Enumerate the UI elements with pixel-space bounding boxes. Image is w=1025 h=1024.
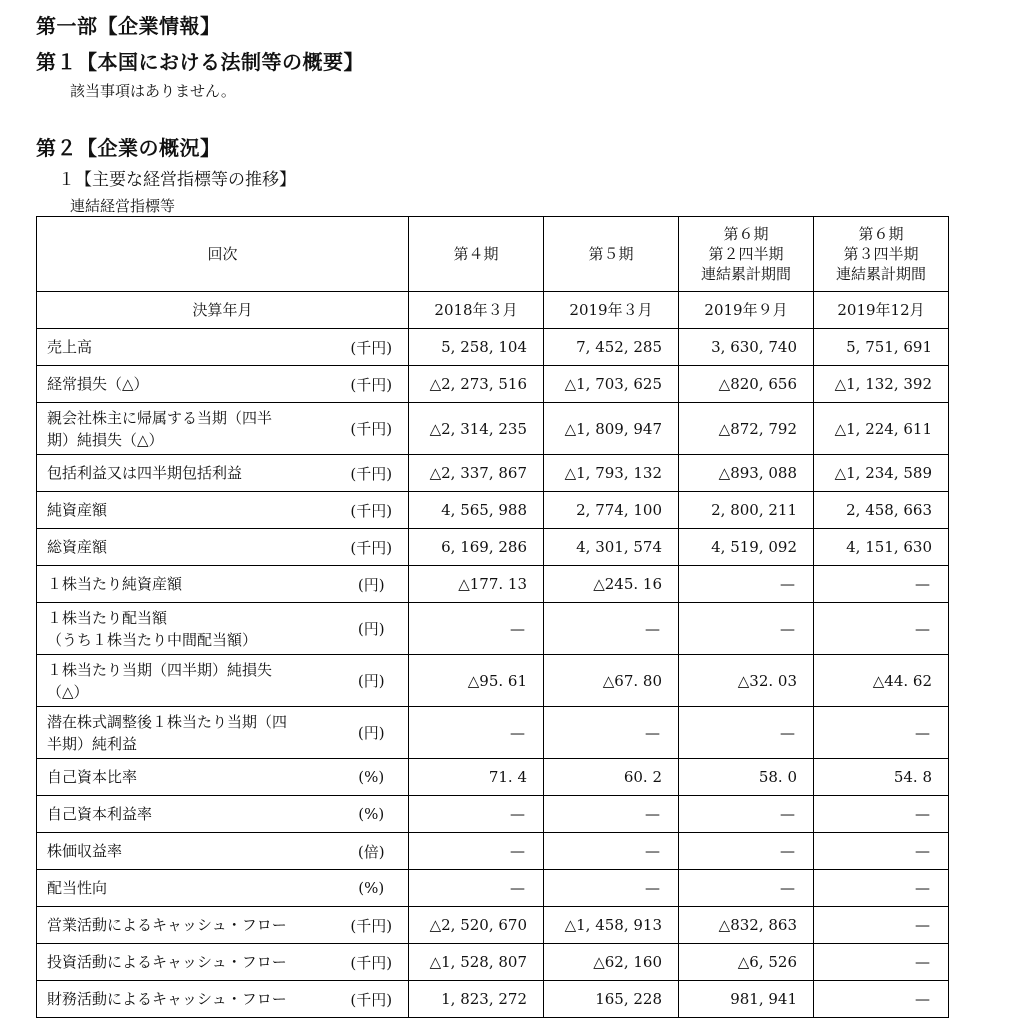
- table-row: [37, 566, 949, 603]
- period-cell: 2019年９月: [679, 292, 814, 329]
- row-label: 包括利益又は四半期包括利益: [37, 455, 335, 492]
- table-row: [37, 759, 949, 796]
- value-cell: —: [679, 796, 814, 833]
- value-cell: —: [409, 707, 544, 759]
- row-label: １株当たり配当額 （うち１株当たり中間配当額）: [37, 603, 335, 655]
- row-label: 配当性向: [37, 870, 335, 907]
- value-cell: 4, 519, 092: [679, 529, 814, 566]
- part-heading: 第一部【企業情報】: [36, 14, 221, 38]
- value-cell: △245. 16: [544, 566, 679, 603]
- value-cell: △62, 160: [544, 944, 679, 981]
- section-2-heading: 第２【企業の概況】: [36, 136, 221, 160]
- value-cell: △1, 234, 589: [814, 455, 949, 492]
- value-cell: △1, 458, 913: [544, 907, 679, 944]
- row-label: 売上高: [37, 329, 335, 366]
- table-row: [37, 907, 949, 944]
- value-cell: —: [814, 981, 949, 1018]
- value-cell: —: [814, 944, 949, 981]
- value-cell: —: [814, 603, 949, 655]
- row-unit: (千円): [335, 366, 409, 403]
- value-cell: —: [679, 566, 814, 603]
- column-header: 第４期: [409, 217, 544, 292]
- row-label: １株当たり純資産額: [37, 566, 335, 603]
- table-row: [37, 492, 949, 529]
- table-row: [37, 529, 949, 566]
- value-cell: —: [679, 707, 814, 759]
- value-cell: —: [409, 833, 544, 870]
- period-label: 決算年月: [37, 292, 409, 329]
- value-cell: —: [679, 833, 814, 870]
- value-cell: 58. 0: [679, 759, 814, 796]
- value-cell: —: [544, 870, 679, 907]
- value-cell: —: [814, 566, 949, 603]
- value-cell: △6, 526: [679, 944, 814, 981]
- table-row: [37, 833, 949, 870]
- row-unit: (千円): [335, 981, 409, 1018]
- value-cell: △44. 62: [814, 655, 949, 707]
- value-cell: 7, 452, 285: [544, 329, 679, 366]
- table-row: [37, 981, 949, 1018]
- column-header: 第６期 第２四半期 連結累計期間: [679, 217, 814, 292]
- period-cell: 2018年３月: [409, 292, 544, 329]
- row-label: 潜在株式調整後１株当たり当期（四 半期）純利益: [37, 707, 335, 759]
- value-cell: △893, 088: [679, 455, 814, 492]
- row-label: 自己資本利益率: [37, 796, 335, 833]
- row-unit: (円): [335, 655, 409, 707]
- column-header: 第５期: [544, 217, 679, 292]
- table-row: [37, 366, 949, 403]
- value-cell: 4, 565, 988: [409, 492, 544, 529]
- row-label: 株価収益率: [37, 833, 335, 870]
- value-cell: △2, 337, 867: [409, 455, 544, 492]
- row-unit: (円): [335, 566, 409, 603]
- row-label: 財務活動によるキャッシュ・フロー: [37, 981, 335, 1018]
- row-unit: (千円): [335, 907, 409, 944]
- value-cell: △32. 03: [679, 655, 814, 707]
- value-cell: —: [409, 796, 544, 833]
- section-1-note: 該当事項はありません。: [70, 82, 236, 100]
- value-cell: —: [544, 603, 679, 655]
- value-cell: △1, 793, 132: [544, 455, 679, 492]
- row-label: 経常損失（△）: [37, 366, 335, 403]
- value-cell: 71. 4: [409, 759, 544, 796]
- column-header: 第６期 第３四半期 連結累計期間: [814, 217, 949, 292]
- value-cell: △177. 13: [409, 566, 544, 603]
- row-unit: (千円): [335, 329, 409, 366]
- value-cell: —: [814, 907, 949, 944]
- table-row: [37, 796, 949, 833]
- row-unit: (%): [335, 796, 409, 833]
- period-cell: 2019年12月: [814, 292, 949, 329]
- value-cell: △872, 792: [679, 403, 814, 455]
- value-cell: △1, 703, 625: [544, 366, 679, 403]
- value-cell: 4, 151, 630: [814, 529, 949, 566]
- value-cell: —: [814, 707, 949, 759]
- row-unit: (円): [335, 603, 409, 655]
- value-cell: 5, 258, 104: [409, 329, 544, 366]
- value-cell: —: [409, 870, 544, 907]
- value-cell: 60. 2: [544, 759, 679, 796]
- value-cell: 2, 458, 663: [814, 492, 949, 529]
- table-row: [37, 329, 949, 366]
- value-cell: △2, 273, 516: [409, 366, 544, 403]
- table-row: [37, 944, 949, 981]
- table-row: [37, 870, 949, 907]
- value-cell: 981, 941: [679, 981, 814, 1018]
- value-cell: —: [679, 603, 814, 655]
- value-cell: 4, 301, 574: [544, 529, 679, 566]
- value-cell: △1, 809, 947: [544, 403, 679, 455]
- value-cell: —: [409, 603, 544, 655]
- value-cell: —: [544, 707, 679, 759]
- row-label: 総資産額: [37, 529, 335, 566]
- value-cell: —: [544, 833, 679, 870]
- table-row: [37, 455, 949, 492]
- period-row: [37, 292, 949, 329]
- value-cell: △1, 132, 392: [814, 366, 949, 403]
- period-cell: 2019年３月: [544, 292, 679, 329]
- row-unit: (千円): [335, 455, 409, 492]
- row-unit: (円): [335, 707, 409, 759]
- row-unit: (千円): [335, 529, 409, 566]
- value-cell: 1, 823, 272: [409, 981, 544, 1018]
- row-unit: (%): [335, 759, 409, 796]
- row-label: 親会社株主に帰属する当期（四半 期）純損失（△）: [37, 403, 335, 455]
- table-caption: 連結経営指標等: [70, 197, 176, 215]
- value-cell: △832, 863: [679, 907, 814, 944]
- row-unit: (%): [335, 870, 409, 907]
- value-cell: —: [814, 796, 949, 833]
- value-cell: △1, 224, 611: [814, 403, 949, 455]
- value-cell: —: [544, 796, 679, 833]
- row-unit: (千円): [335, 403, 409, 455]
- table-row: [37, 603, 949, 655]
- value-cell: △67. 80: [544, 655, 679, 707]
- table-row: [37, 403, 949, 455]
- value-cell: 2, 800, 211: [679, 492, 814, 529]
- value-cell: 3, 630, 740: [679, 329, 814, 366]
- row-unit: (倍): [335, 833, 409, 870]
- row-unit: (千円): [335, 492, 409, 529]
- value-cell: 2, 774, 100: [544, 492, 679, 529]
- row-label: １株当たり当期（四半期）純損失 （△）: [37, 655, 335, 707]
- table-row: [37, 707, 949, 759]
- value-cell: —: [814, 833, 949, 870]
- row-label: 自己資本比率: [37, 759, 335, 796]
- financial-indicators-table: [36, 216, 949, 1018]
- value-cell: △95. 61: [409, 655, 544, 707]
- table-row: [37, 655, 949, 707]
- value-cell: 54. 8: [814, 759, 949, 796]
- value-cell: 5, 751, 691: [814, 329, 949, 366]
- section-1-heading: 第１【本国における法制等の概要】: [36, 50, 364, 74]
- row-label: 投資活動によるキャッシュ・フロー: [37, 944, 335, 981]
- value-cell: △820, 656: [679, 366, 814, 403]
- value-cell: 165, 228: [544, 981, 679, 1018]
- row-unit: (千円): [335, 944, 409, 981]
- row-label: 営業活動によるキャッシュ・フロー: [37, 907, 335, 944]
- value-cell: △1, 528, 807: [409, 944, 544, 981]
- value-cell: 6, 169, 286: [409, 529, 544, 566]
- value-cell: △2, 314, 235: [409, 403, 544, 455]
- value-cell: —: [679, 870, 814, 907]
- table-header-row: [37, 217, 949, 292]
- header-label: 回次: [37, 217, 409, 292]
- value-cell: △2, 520, 670: [409, 907, 544, 944]
- subsection-heading: １【主要な経営指標等の推移】: [58, 170, 296, 190]
- value-cell: —: [814, 870, 949, 907]
- row-label: 純資産額: [37, 492, 335, 529]
